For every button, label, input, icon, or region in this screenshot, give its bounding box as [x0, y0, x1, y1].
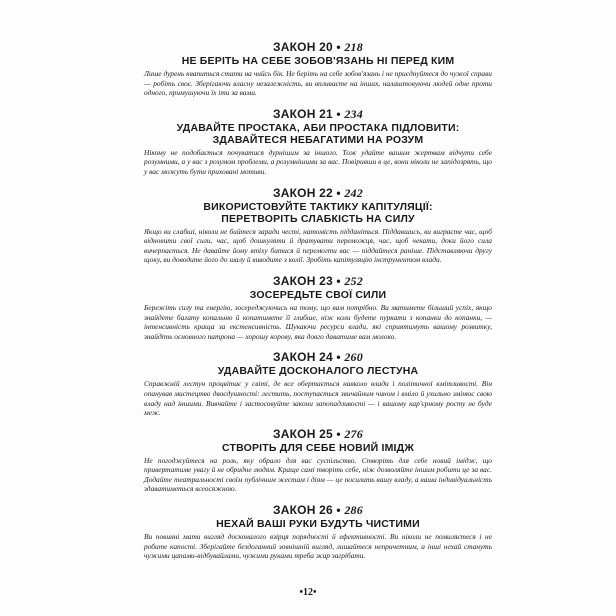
law-summary: Якщо ви слабші, ніколи не бийтеся заради честі, натомість підданіться. Піддавшись, ви виграєте час, щоб відновити свої сили, час, щоб дошкуляти й дратувати переможця, час, щоб чекати, доки його сила вичерпається. Не давайте йому втіху битися й перемогти вас — піддайтеся раніше. Підставляючи другу щоку, ви доводите його до шалу й виводите з колії. Зробіть капітуляцію інструментом влади. — [144, 226, 492, 265]
law-title: УДАВАЙТЕ ПРОСТАКА, АБИ ПРОСТАКА ПІДЛОВИТИ: ЗДАВАЙТЕСЯ НЕБАГАТИМИ НА РОЗУМ — [176, 121, 460, 146]
law-number: ЗАКОН 20 — [273, 40, 333, 54]
laws-column — [144, 40, 492, 561]
law-summary: Справжній лестун процвітає у світі, де все обертається навколо влади і політичної кмітливості. Він опанував мистецтво двоєдушності: лестить, поступається звичайним чином i вміло й ухильно змінює свою владу над іншими. Вивчайте і застосовуйте закони запопадливості — і вашому кар'єрному росту не буде меж. — [144, 379, 492, 418]
law-22 — [144, 186, 492, 265]
law-number: ЗАКОН 24 — [273, 350, 333, 365]
law-title: ВИКОРИСТОВУЙТЕ ТАКТИКУ КАПІТУЛЯЦІЇ: ПЕРЕТВОРІТЬ СЛАБКІСТЬ НА СИЛУ — [203, 200, 433, 225]
law-title: НЕ БЕРІТЬ НА СЕБЕ ЗОБОВ'ЯЗАНЬ НІ ПЕРЕД КИМ — [181, 55, 455, 67]
law-summary: Лише дурень квапиться стати на чийсь бік. Не берiть на себе зобов'язань i не приєднуйтеся до чужої справи — робіть своє. Зберігаючи власну незалежність, ви впливаєте на інших, налаштовуючи людей одне проти одного, примушуючи їх iти за вами. — [144, 69, 492, 98]
law-23 — [144, 274, 492, 341]
page-number: •12• — [299, 587, 317, 598]
law-number: ЗАКОН 23 — [273, 273, 333, 288]
law-number: ЗАКОН 22 — [273, 185, 333, 200]
bullet: • — [336, 426, 341, 441]
law-page-ref: 242 — [344, 185, 363, 200]
law-page-ref: 252 — [344, 273, 363, 288]
law-heading — [144, 186, 492, 200]
law-heading — [144, 503, 492, 517]
law-24 — [144, 350, 492, 417]
law-page-ref: 218 — [344, 40, 363, 54]
law-heading — [144, 350, 492, 364]
bullet: • — [336, 350, 341, 365]
bullet: • — [336, 503, 341, 518]
law-25 — [144, 427, 492, 494]
law-20 — [144, 40, 492, 98]
law-page-ref: 286 — [344, 503, 363, 518]
law-number: ЗАКОН 26 — [273, 503, 333, 518]
law-summary: Не погоджуйтеся на роль, яку обрало для вас суспільство. Створіть для себе новий імідж, що привертатиме увагу й не обридне людям. Краще самі творіть себе, ніж дозволяйте іншим робити це за вас. Додайте театральності своїм публічним жестам і діям — це посилить вашу владу, а ваша індивідуальність здаватиметься всеосяжною. — [144, 455, 492, 494]
bullet: • — [336, 40, 341, 54]
bullet: • — [336, 106, 341, 121]
law-heading — [144, 107, 492, 121]
law-summary: Ви повинні мати вигляд досконалого взірця порядності й ефективності. Ви ніколи не помиляєтеся і не робите капості. Зберігайте бездоганний зовнішній вигляд, лишайтеся непричетним, а інші нехай стануть чужими цапами-відбувайлами, чужими руками треба жар загрібати. — [144, 532, 492, 561]
law-title: НЕХАЙ ВАШІ РУКИ БУДУТЬ ЧИСТИМИ — [216, 518, 420, 531]
law-number: ЗАКОН 25 — [273, 426, 333, 441]
law-title: СТВОРІТЬ ДЛЯ СЕБЕ НОВИЙ ІМІДЖ — [221, 441, 415, 454]
bullet: • — [336, 185, 341, 200]
law-heading — [144, 40, 492, 54]
law-title: УДАВАЙТЕ ДОСКОНАЛОГО ЛЕСТУНА — [217, 365, 419, 378]
law-21 — [144, 107, 492, 177]
law-heading — [144, 274, 492, 288]
law-summary: Нікому не подобається почуватися дурнішим за іншого. Тож удайте вашим жертвам відчути себе розумними, а у вас з розумом проблеми, а розумнішими за вас. Повіривши в це, вони ніколи не запідозрять, що у вас можуть бути приховані мотиви. — [144, 147, 492, 176]
bullet: • — [336, 273, 341, 288]
law-page-ref: 234 — [344, 106, 363, 121]
law-26 — [144, 503, 492, 561]
law-heading — [144, 427, 492, 441]
law-summary: Бережіть силу та енергію, зосереджуючись на тому, що вам потрібно. Ви матимете більший успіх, якщо знайдете багату копальню й копатимете її глибше, ніж коли будете пуркати з копанки до копанки, — інтенсивність краща за екстенсивність. Шукаючи ресурси влади, які сприятимуть вашому розвитку, знайдіть основного патрона — хорошу корову, яка довго даватиме вам молоко. — [144, 302, 492, 341]
law-page-ref: 260 — [344, 350, 363, 365]
law-title: ЗОСЕРЕДЬТЕ СВОЇ СИЛИ — [249, 288, 387, 301]
law-page-ref: 276 — [344, 426, 363, 441]
law-number: ЗАКОН 21 — [273, 106, 333, 121]
